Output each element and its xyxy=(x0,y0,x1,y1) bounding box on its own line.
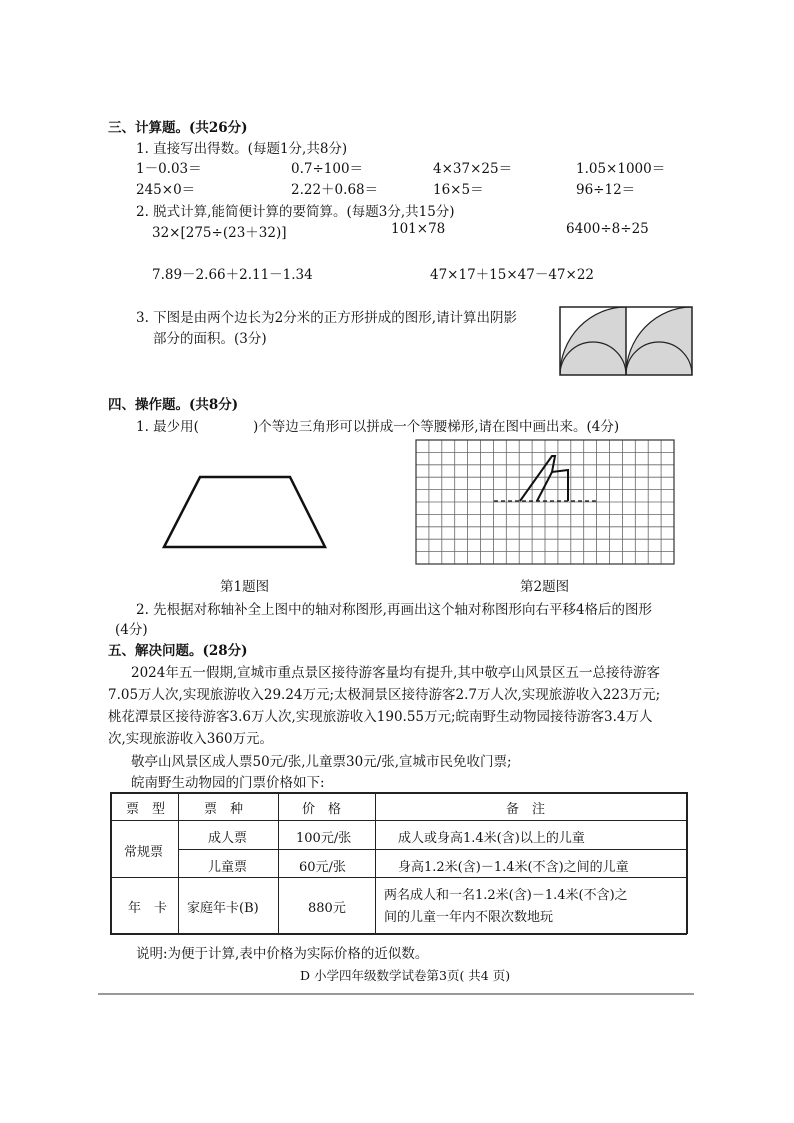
s4-q2-line1: 2. 先根据对称轴补全上图中的轴对称图形,再画出这个轴对称图形向右平移4格后的图形 xyxy=(136,602,653,618)
cell-note: 成人或身高1.4米(含)以上的儿童 xyxy=(398,831,585,846)
table-note: 说明:为便于计算,表中价格为实际价格的近似数。 xyxy=(136,946,429,962)
fig1-caption: 第1题图 xyxy=(220,579,270,595)
calc-item: 2.22＋0.68＝ xyxy=(291,182,379,198)
fig2-caption: 第2题图 xyxy=(520,579,570,595)
calc-item: 4×37×25＝ xyxy=(433,161,513,177)
annual-price: 880元 xyxy=(308,901,346,916)
section3-header: 三、计算题。(共26分) xyxy=(108,120,248,136)
para-line: 桃花潭景区接待游客3.6万人次,实现旅游收入190.55万元;皖南野生动物园接待游客3.4万人 xyxy=(108,709,653,725)
para-line: 2024年五一假期,宣城市重点景区接待游客量均有提升,其中敬亭山风景区五一总接待游客 xyxy=(131,665,660,681)
trapezoid-figure xyxy=(160,475,330,550)
th-price: 价 格 xyxy=(302,802,342,817)
page-footer: D 小学四年级数学试卷第3页( 共4 页) xyxy=(300,968,511,983)
para-line: 7.05万人次,实现旅游收入29.24万元;太极洞景区接待游客2.7万人次,实现旅游收入223万元; xyxy=(108,687,661,703)
annual-type: 年 卡 xyxy=(128,901,168,916)
annual-kind: 家庭年卡(B) xyxy=(187,901,259,916)
annual-note-line2: 间的儿童一年内不限次数地玩 xyxy=(384,910,554,925)
squares-figure xyxy=(560,307,692,377)
q3-line2: 部分的面积。(3分) xyxy=(153,331,267,347)
zoo-line: 皖南野生动物园的门票价格如下: xyxy=(131,775,325,791)
calc-item: 1－0.03＝ xyxy=(136,161,202,177)
th-type: 票 型 xyxy=(126,802,166,817)
cell-kind: 儿童票 xyxy=(208,860,248,875)
section5-header: 五、解决问题。(28分) xyxy=(108,643,248,659)
expr-item: 101×78 xyxy=(391,221,446,237)
cell-price: 100元/张 xyxy=(296,831,352,846)
s4-q2-line2: (4分) xyxy=(115,622,148,638)
calc-item: 96÷12＝ xyxy=(576,182,636,198)
ticket-line: 敬亭山风景区成人票50元/张,儿童票30元/张,宣城市民免收门票; xyxy=(131,754,512,770)
q2-label: 2. 脱式计算,能简便计算的要简算。(每题3分,共15分) xyxy=(136,204,455,220)
calc-item: 0.7÷100＝ xyxy=(291,161,364,177)
expr-item: 6400÷8÷25 xyxy=(566,221,649,237)
calc-item: 1.05×1000＝ xyxy=(576,161,666,177)
calc-item: 245×0＝ xyxy=(136,182,196,198)
cell-note: 身高1.2米(含)－1.4米(不含)之间的儿童 xyxy=(398,860,629,875)
q3-line1: 3. 下图是由两个边长为2分米的正方形拼成的图形,请计算出阴影 xyxy=(136,310,518,326)
regular-type: 常规票 xyxy=(124,845,164,860)
para-line: 次,实现旅游收入360万元。 xyxy=(108,731,274,747)
s4-q1: 1. 最少用( )个等边三角形可以拼成一个等腰梯形,请在图中画出来。(4分) xyxy=(136,419,620,435)
section4-header: 四、操作题。(共8分) xyxy=(108,397,239,413)
th-kind: 票 种 xyxy=(204,802,244,817)
th-note: 备 注 xyxy=(506,802,546,817)
cell-kind: 成人票 xyxy=(208,831,248,846)
cell-price: 60元/张 xyxy=(299,860,346,875)
q1-label: 1. 直接写出得数。(每题1分,共8分) xyxy=(136,141,348,157)
footer-rule xyxy=(98,993,694,995)
expr-item: 32×[275÷(23＋32)] xyxy=(152,225,287,241)
annual-note-line1: 两名成人和一名1.2米(含)－1.4米(不含)之 xyxy=(384,888,628,903)
expr-item: 47×17＋15×47－47×22 xyxy=(430,267,595,283)
calc-item: 16×5＝ xyxy=(433,182,484,198)
grid-figure xyxy=(416,440,674,564)
expr-item: 7.89－2.66＋2.11－1.34 xyxy=(152,267,313,283)
